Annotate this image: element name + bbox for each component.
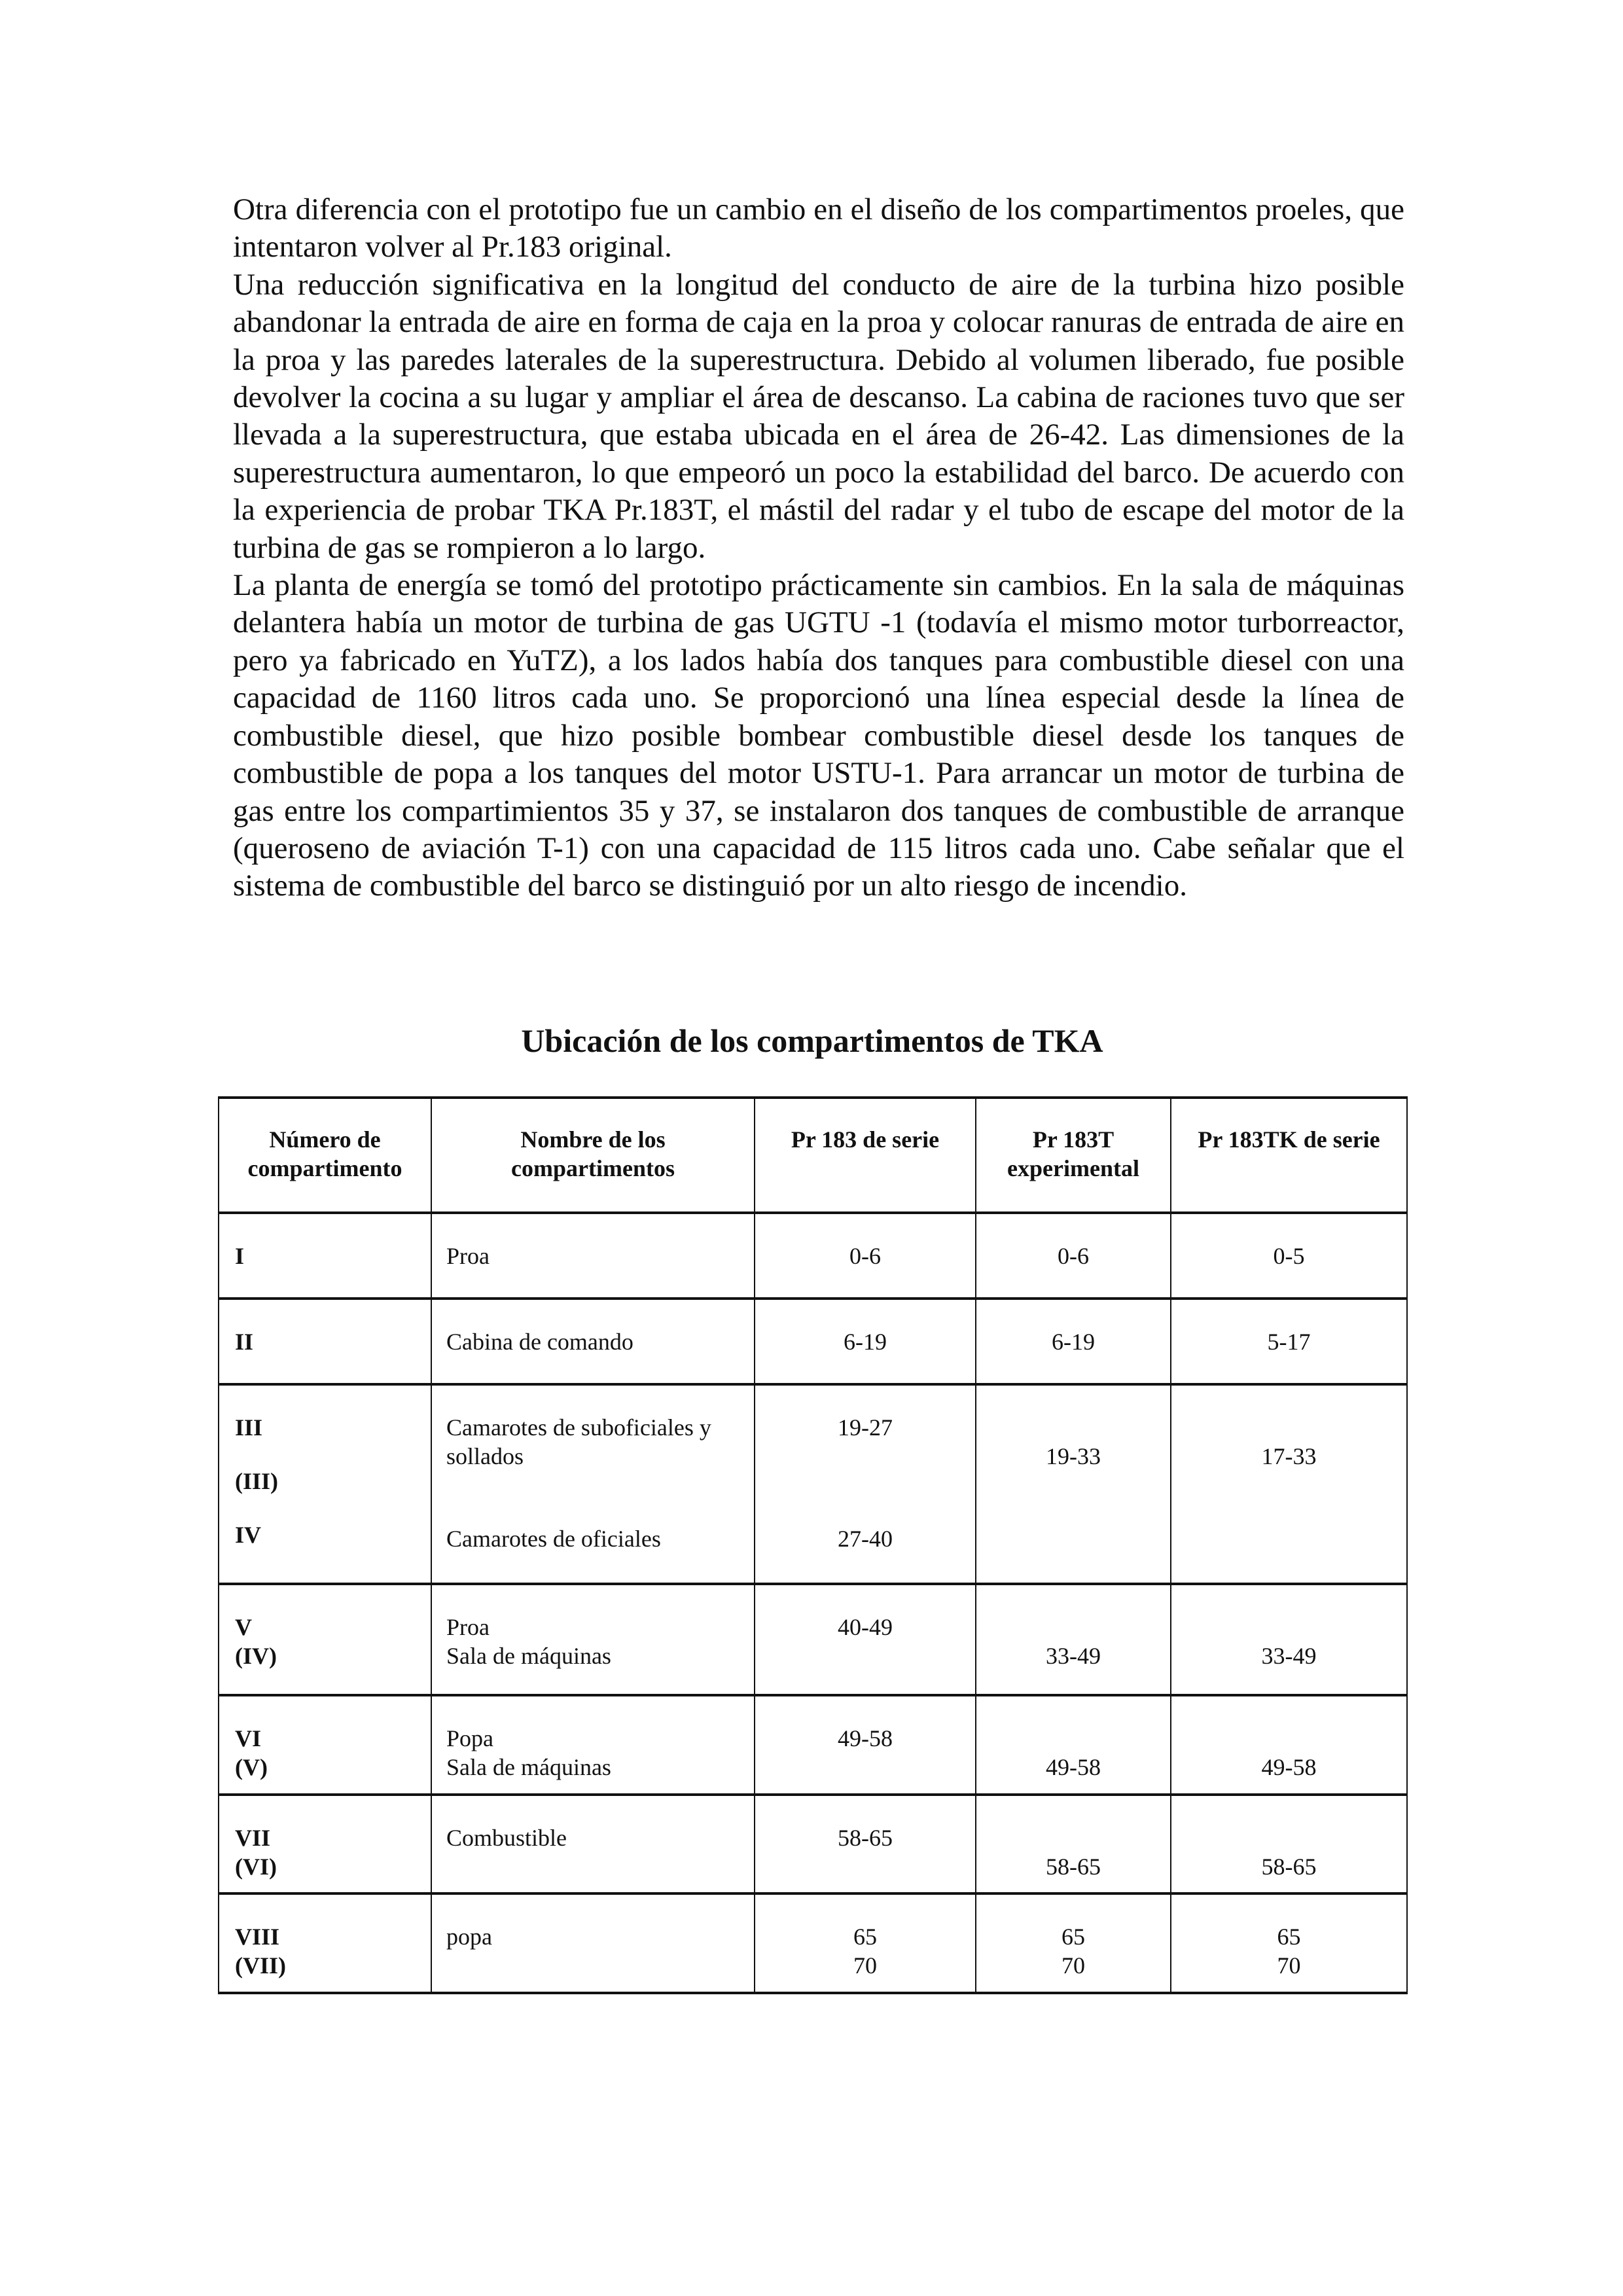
paragraph: La planta de energía se tomó del prototipo prácticamente sin cambios. En la sala de máquinas delantera había un motor de turbina de gas UGTU -1 (todavía el mismo motor turborreactor, pero ya fabricado en YuTZ), a los lados había dos tanques para combustible diesel con una capacidad de 1160 litros cada uno. Se proporcionó una línea especial desde la línea de combustible diesel, que hizo posible bombear combustible diesel desde los tanques de combustible de popa a los tanques del motor USTU-1. Para arrancar un motor de turbina de gas entre los compartimientos 35 y 37, se instalaron dos tanques de combustible de arranque (queroseno de aviación T-1) con una capacidad de 115 litros cada uno. Cabe señalar que el sistema de combustible del barco se distinguió por un alto riesgo de incendio. xyxy=(233,568,1404,903)
header-pr183t: Pr 183T experimental xyxy=(976,1098,1171,1213)
compartment-number: VII (VI) xyxy=(219,1795,431,1893)
compartments-table xyxy=(218,1096,1408,1994)
pr183t-value: 58-65 xyxy=(976,1795,1171,1893)
pr183tk-value: 58-65 xyxy=(1171,1795,1407,1893)
pr183t-value: 0-6 xyxy=(976,1213,1171,1299)
compartment-number: II xyxy=(219,1299,431,1384)
compartment-number: VIII (VII) xyxy=(219,1893,431,1993)
header-pr183tk: Pr 183TK de serie xyxy=(1171,1098,1407,1213)
compartment-number: I xyxy=(219,1213,431,1299)
pr183-value: 58-65 xyxy=(755,1795,976,1893)
table-row xyxy=(219,1384,1407,1584)
compartment-name: Proa xyxy=(431,1213,755,1299)
header-compartment-name: Nombre de los compartimentos xyxy=(431,1098,755,1213)
pr183tk-value: 49-58 xyxy=(1171,1695,1407,1795)
pr183tk-value: 17-33 xyxy=(1171,1384,1407,1584)
table-row xyxy=(219,1584,1407,1695)
pr183-value: 19-27 27-40 xyxy=(755,1384,976,1584)
pr183t-value: 6-19 xyxy=(976,1299,1171,1384)
compartment-number: III (III) IV xyxy=(219,1384,431,1584)
pr183tk-value: 5-17 xyxy=(1171,1299,1407,1384)
header-pr183: Pr 183 de serie xyxy=(755,1098,976,1213)
pr183-value: 0-6 xyxy=(755,1213,976,1299)
pr183-value: 40-49 xyxy=(755,1584,976,1695)
pr183tk-value: 65 70 xyxy=(1171,1893,1407,1993)
table-title: Ubicación de los compartimentos de TKA xyxy=(521,1022,1103,1059)
pr183tk-value: 33-49 xyxy=(1171,1584,1407,1695)
table-row xyxy=(219,1695,1407,1795)
table-row xyxy=(219,1213,1407,1299)
pr183-value: 6-19 xyxy=(755,1299,976,1384)
pr183t-value: 49-58 xyxy=(976,1695,1171,1795)
table-row xyxy=(219,1795,1407,1893)
compartment-name: Popa Sala de máquinas xyxy=(431,1695,755,1795)
compartment-number: VI (V) xyxy=(219,1695,431,1795)
table-row xyxy=(219,1299,1407,1384)
paragraph: Otra diferencia con el prototipo fue un cambio en el diseño de los compartimentos proeles, que intentaron volver al Pr.183 original. xyxy=(233,192,1404,264)
pr183t-value: 19-33 xyxy=(976,1384,1171,1584)
compartment-name: Cabina de comando xyxy=(431,1299,755,1384)
pr183-value: 49-58 xyxy=(755,1695,976,1795)
compartment-number: V (IV) xyxy=(219,1584,431,1695)
pr183t-value: 33-49 xyxy=(976,1584,1171,1695)
paragraph: Una reducción significativa en la longitud del conducto de aire de la turbina hizo posible abandonar la entrada de aire en forma de caja en la proa y colocar ranuras de entrada de aire en la proa y las paredes laterales de la superestructura. Debido al volumen liberado, fue posible devolver la cocina a su lugar y ampliar el área de descanso. La cabina de raciones tuvo que ser llevada a la superestructura, que estaba ubicada en el área de 26-42. Las dimensiones de la superestructura aumentaron, lo que empeoró un poco la estabilidad del barco. De acuerdo con la experiencia de probar TKA Pr.183T, el mástil del radar y el tubo de escape del motor de la turbina de gas se rompieron a lo largo. xyxy=(233,267,1404,565)
compartment-name: Combustible xyxy=(431,1795,755,1893)
body-text xyxy=(233,191,1404,905)
compartment-name: popa xyxy=(431,1893,755,1993)
pr183-value: 65 70 xyxy=(755,1893,976,1993)
pr183t-value: 65 70 xyxy=(976,1893,1171,1993)
compartment-name: Camarotes de suboficiales y sollados Camarotes de oficiales xyxy=(431,1384,755,1584)
table-header-row xyxy=(219,1098,1407,1213)
pr183tk-value: 0-5 xyxy=(1171,1213,1407,1299)
compartment-name: Proa Sala de máquinas xyxy=(431,1584,755,1695)
header-compartment-number: Número de compartimento xyxy=(219,1098,431,1213)
table-row xyxy=(219,1893,1407,1993)
